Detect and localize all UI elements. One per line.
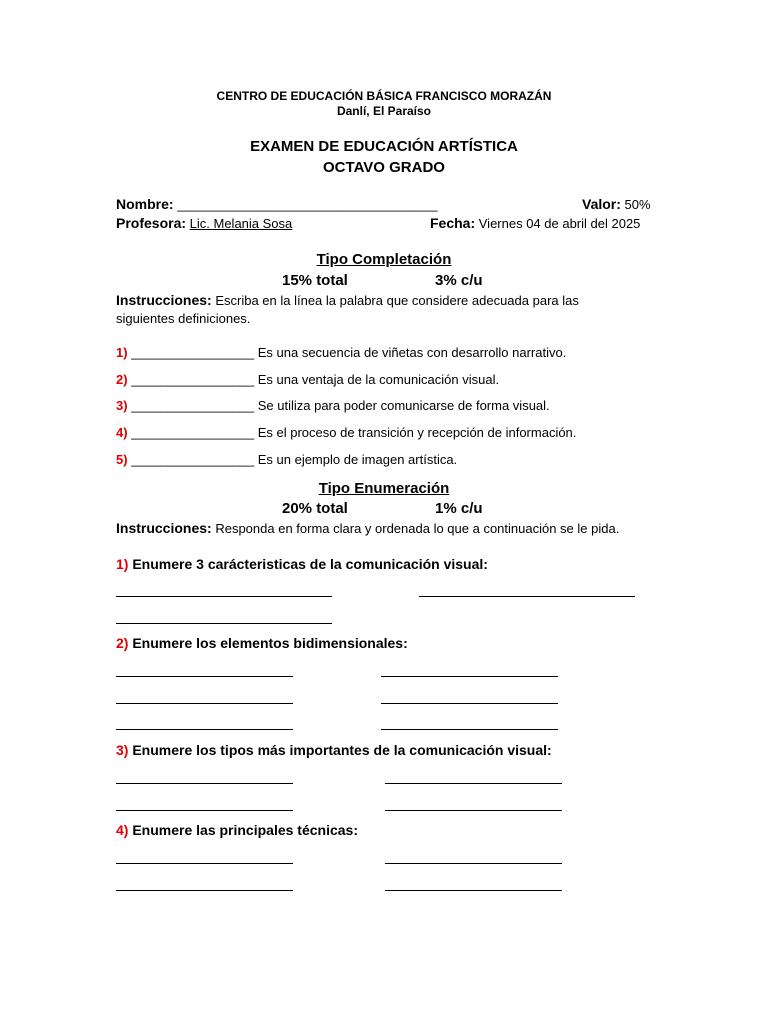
grade-title: OCTAVO GRADO bbox=[323, 159, 445, 176]
question-2 bbox=[116, 635, 408, 651]
item-number: 5) bbox=[116, 452, 128, 467]
answer-line[interactable] bbox=[116, 810, 293, 811]
question-text: Enumere las principales técnicas: bbox=[132, 822, 358, 838]
answer-line[interactable] bbox=[116, 676, 293, 677]
completion-item bbox=[116, 398, 550, 413]
question-4 bbox=[116, 822, 358, 838]
item-number: 2) bbox=[116, 372, 128, 387]
value-label: Valor: bbox=[582, 196, 621, 212]
answer-line[interactable] bbox=[385, 810, 562, 811]
name-row bbox=[116, 196, 437, 212]
question-text: Enumere los tipos más importantes de la comunicación visual: bbox=[132, 742, 552, 758]
answer-line[interactable] bbox=[116, 863, 293, 864]
section2-instructions-label: Instrucciones: bbox=[116, 520, 212, 536]
question-number: 3) bbox=[116, 742, 129, 758]
section1-title: Tipo Completación bbox=[316, 251, 452, 268]
section1-instructions-text2: siguientes definiciones. bbox=[116, 311, 251, 326]
answer-blank[interactable]: _________________ bbox=[131, 452, 255, 467]
answer-line[interactable] bbox=[419, 596, 635, 597]
section1-total: 15% total bbox=[282, 272, 348, 289]
name-label: Nombre: bbox=[116, 196, 174, 212]
value-text: 50% bbox=[624, 197, 651, 212]
school-name: CENTRO DE EDUCACIÓN BÁSICA FRANCISCO MORAZÁN bbox=[216, 89, 552, 103]
teacher-label: Profesora: bbox=[116, 215, 187, 231]
answer-line[interactable] bbox=[385, 890, 562, 891]
answer-blank[interactable]: _________________ bbox=[131, 345, 255, 360]
answer-line[interactable] bbox=[381, 703, 558, 704]
school-location: Danlí, El Paraíso bbox=[336, 104, 432, 118]
question-text: Enumere 3 carácteristicas de la comunicación visual: bbox=[132, 556, 488, 572]
completion-item bbox=[116, 425, 576, 440]
answer-line[interactable] bbox=[116, 783, 293, 784]
teacher-name: Lic. Melania Sosa bbox=[189, 216, 293, 231]
exam-title: EXAMEN DE EDUCACIÓN ARTÍSTICA bbox=[250, 138, 518, 155]
answer-line[interactable] bbox=[116, 890, 293, 891]
item-text: Es el proceso de transición y recepción de información. bbox=[257, 425, 577, 440]
value-row bbox=[582, 196, 651, 212]
section2-title: Tipo Enumeración bbox=[318, 480, 450, 497]
question-number: 2) bbox=[116, 635, 129, 651]
question-text: Enumere los elementos bidimensionales: bbox=[132, 635, 408, 651]
answer-line[interactable] bbox=[116, 623, 332, 624]
section1-each: 3% c/u bbox=[435, 272, 483, 289]
section2-instructions-text: Responda en forma clara y ordenada lo que a continuación se le pida. bbox=[215, 521, 620, 536]
answer-line[interactable] bbox=[385, 783, 562, 784]
answer-blank[interactable]: _________________ bbox=[131, 398, 255, 413]
name-blank[interactable]: ____________________________________ bbox=[177, 197, 438, 212]
section2-instructions bbox=[116, 520, 619, 536]
item-number: 1) bbox=[116, 345, 128, 360]
answer-line[interactable] bbox=[381, 729, 558, 730]
teacher-row bbox=[116, 215, 292, 231]
item-text: Es un ejemplo de imagen artística. bbox=[257, 452, 458, 467]
question-number: 1) bbox=[116, 556, 129, 572]
answer-blank[interactable]: _________________ bbox=[131, 425, 255, 440]
answer-line[interactable] bbox=[116, 729, 293, 730]
answer-line[interactable] bbox=[116, 596, 332, 597]
date-label: Fecha: bbox=[430, 215, 476, 231]
completion-item bbox=[116, 372, 499, 387]
section1-instructions-label: Instrucciones: bbox=[116, 292, 212, 308]
item-text: Se utiliza para poder comunicarse de forma visual. bbox=[257, 398, 550, 413]
question-number: 4) bbox=[116, 822, 129, 838]
completion-item bbox=[116, 345, 566, 360]
answer-blank[interactable]: _________________ bbox=[131, 372, 255, 387]
completion-item bbox=[116, 452, 457, 467]
item-number: 3) bbox=[116, 398, 128, 413]
answer-line[interactable] bbox=[385, 863, 562, 864]
date-text: Viernes 04 de abril del 2025 bbox=[478, 216, 641, 231]
section2-each: 1% c/u bbox=[435, 500, 483, 517]
item-text: Es una secuencia de viñetas con desarrollo narrativo. bbox=[257, 345, 567, 360]
answer-line[interactable] bbox=[381, 676, 558, 677]
date-row bbox=[430, 215, 640, 231]
section1-instructions bbox=[116, 292, 579, 308]
item-number: 4) bbox=[116, 425, 128, 440]
section1-instructions-text1: Escriba en la línea la palabra que considere adecuada para las bbox=[215, 293, 579, 308]
item-text: Es una ventaja de la comunicación visual. bbox=[257, 372, 500, 387]
answer-line[interactable] bbox=[116, 703, 293, 704]
question-3 bbox=[116, 742, 552, 758]
section2-total: 20% total bbox=[282, 500, 348, 517]
question-1 bbox=[116, 556, 488, 572]
